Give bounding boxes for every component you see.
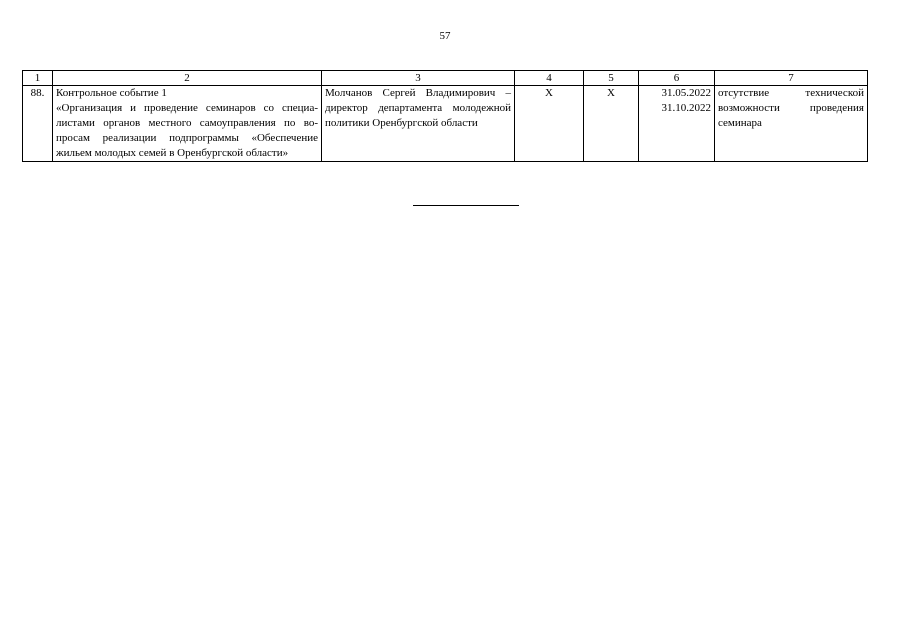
column-header-6: 6 — [639, 71, 715, 86]
date-end: 31.10.2022 — [661, 102, 711, 114]
column-header-1: 1 — [23, 71, 53, 86]
footer-divider — [413, 205, 519, 206]
event-line: жильем молодых семей в Оренбургской области» — [56, 147, 289, 159]
column-header-3: 3 — [322, 71, 515, 86]
row-number: 88. — [23, 86, 53, 162]
column-header-7: 7 — [715, 71, 868, 86]
column-header-5: 5 — [584, 71, 639, 86]
event-description — [53, 86, 322, 162]
event-line: «Организация и проведение семинаров со специа- — [56, 102, 318, 114]
column-5-value: X — [584, 86, 639, 162]
table-row — [23, 86, 868, 162]
event-title: Контрольное событие 1 — [56, 87, 167, 99]
page-number: 57 — [439, 30, 451, 42]
responsible-line: директор департамента молодежной — [325, 102, 511, 114]
event-line: листами органов местного самоуправления по во- — [56, 117, 318, 129]
dates-cell — [639, 86, 715, 162]
column-header-4: 4 — [515, 71, 584, 86]
column-4-value: X — [515, 86, 584, 162]
event-line: просам реализации подпрограммы «Обеспечение — [56, 132, 318, 144]
date-start: 31.05.2022 — [661, 87, 711, 99]
table-header-row — [23, 71, 868, 86]
column-header-2: 2 — [53, 71, 322, 86]
reason-line: возможности проведения — [718, 102, 864, 114]
responsible-line: Молчанов Сергей Владимирович – — [325, 87, 511, 99]
responsible-person — [322, 86, 515, 162]
responsible-line: политики Оренбургской области — [325, 117, 478, 129]
document-table — [22, 70, 868, 162]
reason-cell — [715, 86, 868, 162]
reason-line: отсутствие технической — [718, 87, 864, 99]
reason-line: семинара — [718, 117, 762, 129]
